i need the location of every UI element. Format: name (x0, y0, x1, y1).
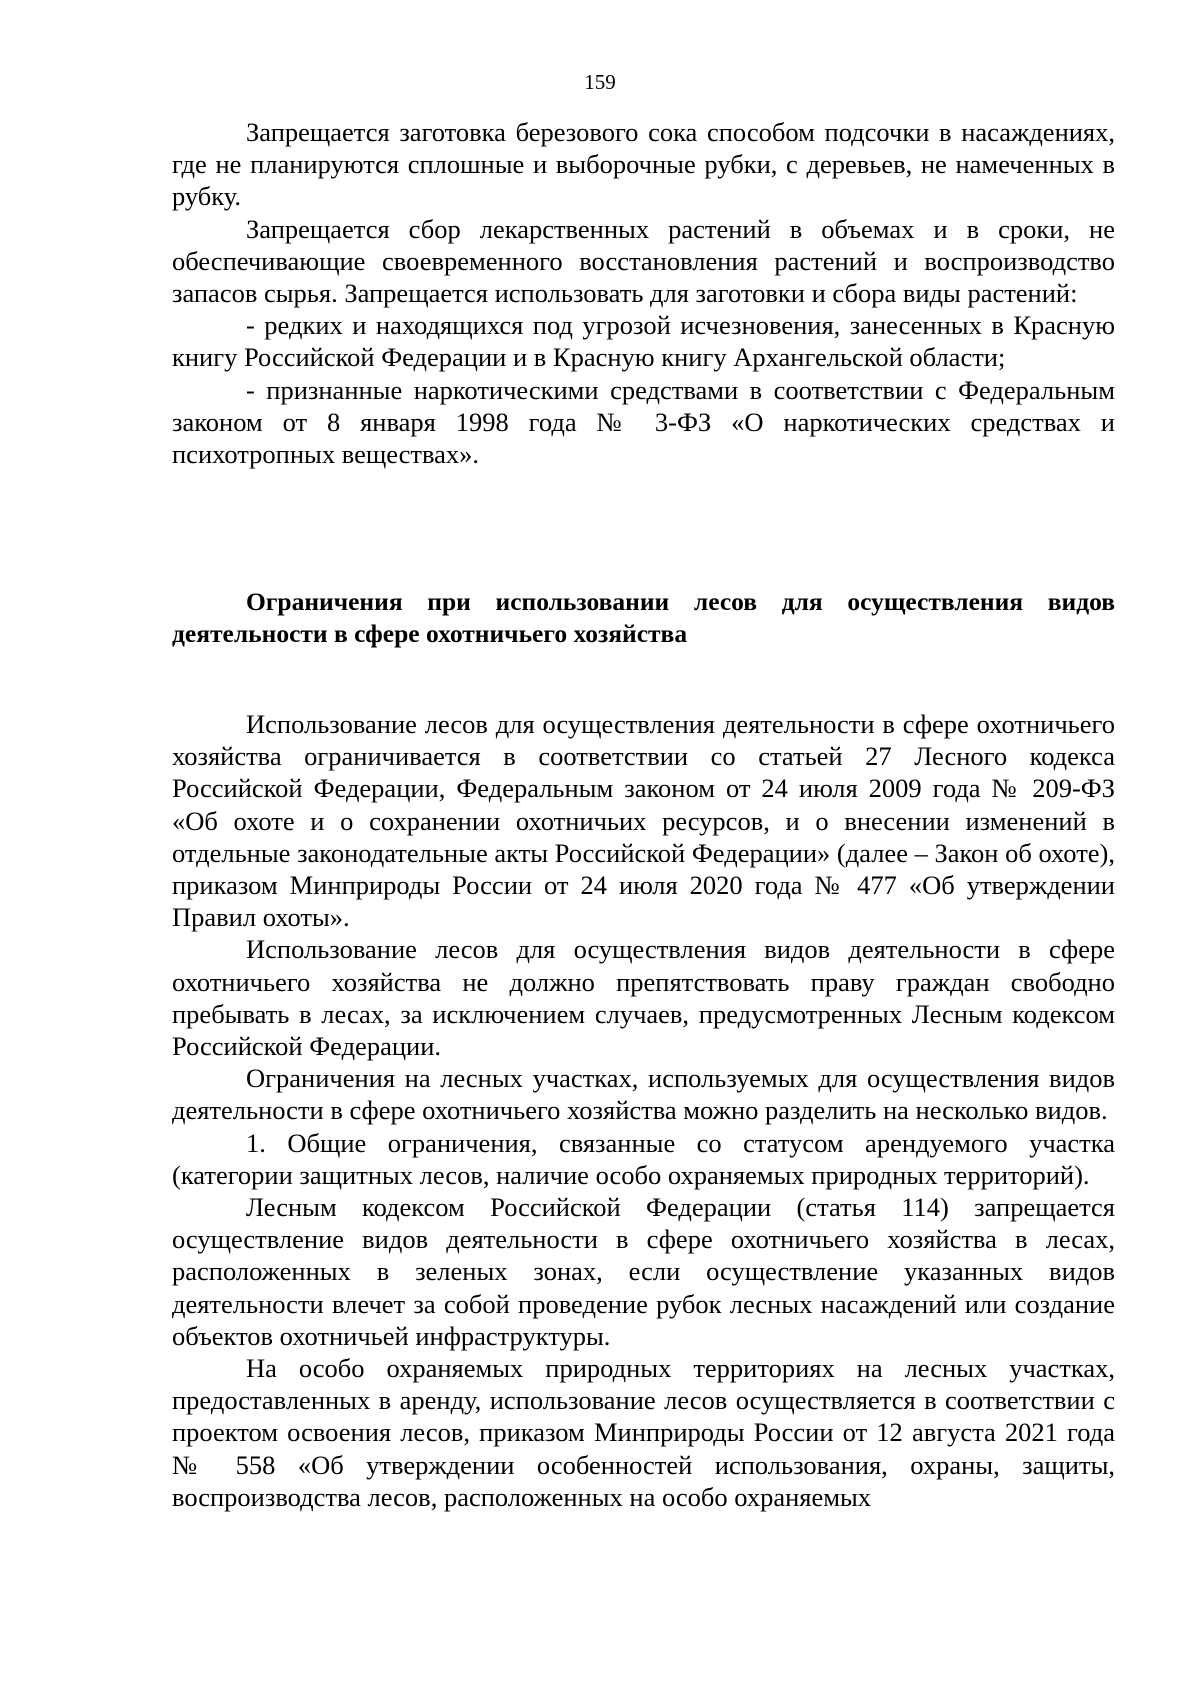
paragraph: Запрещается сбор лекарственных растений в объемах и в сроки, не обеспечивающие своевременного восстановления растений и воспроизводство запасов сырья. Запрещается использовать для заготовки и сбора виды растений: (172, 213, 1115, 309)
paragraph: Запрещается заготовка березового сока способом подсочки в насаждениях, где не планируются сплошные и выборочные рубки, с деревьев, не намеченных в рубку. (172, 117, 1115, 212)
section-1-body (172, 116, 1115, 470)
paragraph: На особо охраняемых природных территориях на лесных участках, предоставленных в аренду, использование лесов осуществляется в соответствии с проектом освоения лесов, приказом Минприроды России от 12 августа 2021 года № 558 «Об утверждении особенностей использования, охраны, защиты, воспроизводства лесов, расположенных на особо охраняемых (172, 1353, 1115, 1512)
list-item: - редких и находящихся под угрозой исчезновения, занесенных в Красную книгу Российской Федерации и в Красную книгу Архангельской области; (172, 310, 1115, 373)
paragraph: Лесным кодексом Российской Федерации (статья 114) запрещается осуществление видов деятельности в сфере охотничьего хозяйства в лесах, расположенных в зеленых зонах, если осуществление указанных видов деятельности влечет за собой проведение рубок лесных насаждений или создание объектов охотничьей инфраструктуры. (172, 1192, 1115, 1351)
section-heading: Ограничения при использовании лесов для осуществления видов деятельности в сфере охотничьего хозяйства (172, 587, 1115, 648)
paragraph: Использование лесов для осуществления деятельности в сфере охотничьего хозяйства ограничивается в соответствии со статьей 27 Лесного кодекса Российской Федерации, Федеральным законом от 24 июля 2009 года № 209-ФЗ «Об охоте и о сохранении охотничьих ресурсов, и о внесении изменений в отдельные законодательные акты Российской Федерации» (далее – Закон об охоте), приказом Минприроды России от 24 июля 2020 года № 477 «Об утверждении Правил охоты». (172, 709, 1115, 933)
paragraph: Ограничения на лесных участках, используемых для осуществления видов деятельности в сфере охотничьего хозяйства можно разделить на несколько видов. (172, 1063, 1115, 1126)
paragraph: 1. Общие ограничения, связанные со статусом арендуемого участка (категории защитных лесов, наличие особо охраняемых природных территорий). (172, 1127, 1115, 1190)
list-item: - признанные наркотическими средствами в соответствии с Федеральным законом от 8 января 1998 года № 3-ФЗ «О наркотических средствах и психотропных веществах». (172, 374, 1115, 470)
section-2-body (172, 708, 1115, 1513)
page-number: 159 (584, 70, 616, 94)
paragraph: Использование лесов для осуществления видов деятельности в сфере охотничьего хозяйства не должно препятствовать праву граждан свободно пребывать в лесах, за исключением случаев, предусмотренных Лесным кодексом Российской Федерации. (172, 934, 1115, 1062)
